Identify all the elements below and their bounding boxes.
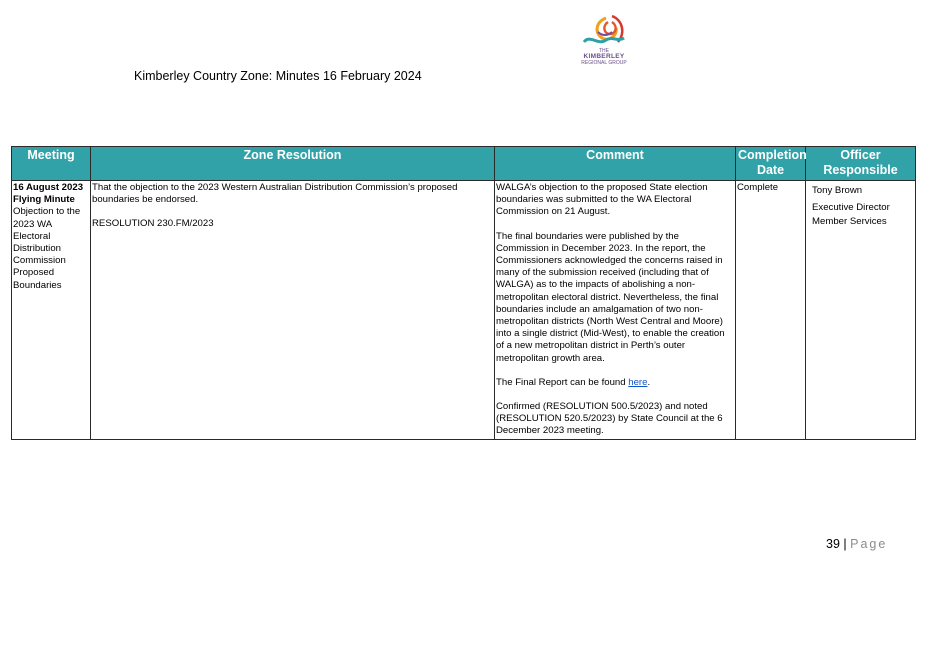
col-header-officer-line1: Officer bbox=[840, 148, 881, 162]
col-header-zone-resolution: Zone Resolution bbox=[91, 147, 495, 181]
logo-text-main: KIMBERLEY bbox=[583, 53, 625, 60]
col-header-completion-line2: Date bbox=[756, 163, 785, 177]
table-row bbox=[12, 181, 916, 440]
logo-text bbox=[578, 48, 630, 66]
page-footer bbox=[826, 537, 887, 551]
meeting-date: 16 August 2023 bbox=[13, 182, 84, 193]
logo-text-the: THE bbox=[599, 48, 609, 54]
meeting-type: Flying Minute bbox=[13, 194, 75, 206]
comment-p3-suffix: . bbox=[647, 376, 651, 388]
comment-paragraph-1: WALGA’s objection to the proposed State election boundaries was submitted to the WA Electoral Commission on 21 August. bbox=[496, 182, 708, 218]
cell-meeting bbox=[12, 181, 91, 440]
minutes-table bbox=[11, 146, 916, 440]
completion-status: Complete bbox=[737, 182, 779, 193]
document-title: Kimberley Country Zone: Minutes 16 February 2024 bbox=[134, 69, 422, 83]
col-header-completion-line1: Completion bbox=[738, 148, 807, 162]
table-header-row bbox=[12, 147, 916, 181]
final-report-link[interactable]: here bbox=[628, 376, 648, 388]
officer-name: Tony Brown bbox=[812, 185, 863, 196]
col-header-comment: Comment bbox=[495, 147, 736, 181]
page-separator: | bbox=[843, 537, 847, 551]
col-header-completion-date bbox=[736, 147, 806, 181]
page-label: Page bbox=[850, 537, 888, 551]
comment-paragraph-3 bbox=[496, 377, 734, 389]
logo-text-sub: REGIONAL GROUP bbox=[581, 60, 627, 66]
comment-paragraph-2: The final boundaries were published by the Commission in December 2023. In the report, the Commissioners acknowledged the concerns raised in many of the submission received (including that of WALGA) as to the impacts of abolishing a non-metropolitan electoral district. Nevertheless, the final boundaries include an amalgamation of two non-metropolitan districts (North West Central and Moore) into a single district (Mid-West), to enable the creation of a new metropolitan district in Perth’s outer metropolitan growth area. bbox=[496, 230, 725, 364]
cell-completion-date bbox=[736, 181, 806, 440]
officer-title-line1: Executive Director bbox=[812, 201, 890, 213]
col-header-officer-line2: Responsible bbox=[823, 163, 898, 177]
meeting-subject: Objection to the 2023 WA Electoral Distribution Commission Proposed Boundaries bbox=[13, 206, 81, 291]
page-number: 39 bbox=[826, 537, 840, 551]
cell-zone-resolution bbox=[91, 181, 495, 440]
comment-p3-prefix: The Final Report can be found bbox=[496, 376, 629, 388]
col-header-meeting: Meeting bbox=[12, 147, 91, 181]
comment-paragraph-4: Confirmed (RESOLUTION 500.5/2023) and noted (RESOLUTION 520.5/2023) by State Council at the 6 December 2023 meeting. bbox=[496, 401, 723, 437]
col-header-officer-responsible bbox=[806, 147, 916, 181]
cell-officer-responsible bbox=[806, 181, 916, 440]
resolution-number: RESOLUTION 230.FM/2023 bbox=[92, 218, 214, 230]
officer-title-line2: Member Services bbox=[812, 216, 887, 227]
cell-comment bbox=[495, 181, 736, 440]
resolution-text: That the objection to the 2023 Western Australian Distribution Commission’s proposed boundaries be endorsed. bbox=[92, 182, 458, 206]
